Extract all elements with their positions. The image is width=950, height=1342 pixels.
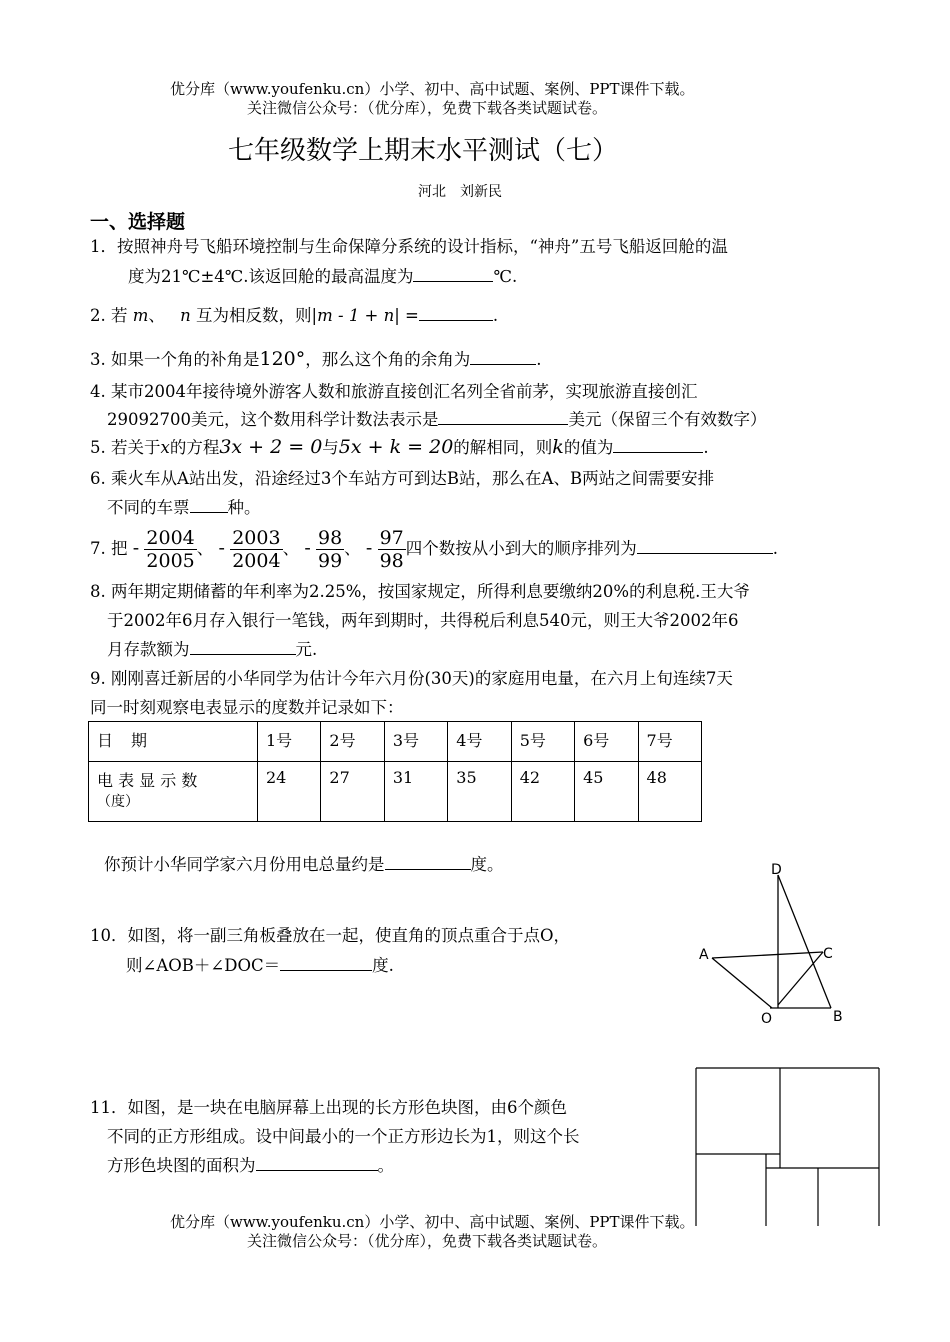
abs-expression: |m - 1 + n| = bbox=[311, 306, 419, 325]
answer-blank bbox=[613, 435, 703, 453]
footer-line-1: 优分库（www.youfenku.cn）小学、初中、高中试题、案例、PPT课件下载。 bbox=[170, 1213, 695, 1231]
label-d: D bbox=[771, 862, 782, 878]
page-title: 七年级数学上期末水平测试（七） bbox=[228, 136, 619, 166]
minus-sign: - bbox=[365, 537, 373, 559]
question-4-text: 29092700美元，这个数用科学计数法表示是 bbox=[107, 410, 439, 429]
table-cell: 6号 bbox=[575, 722, 638, 762]
fraction-2-numerator: 2003 bbox=[232, 527, 281, 549]
question-7-prefix: 7. 把 bbox=[90, 539, 128, 558]
minus-sign: - bbox=[132, 537, 140, 559]
answer-blank bbox=[256, 1153, 378, 1171]
equation-2: 5x + k = 20 bbox=[338, 436, 454, 458]
reading-unit: （度） bbox=[97, 794, 139, 810]
fraction-4 bbox=[378, 527, 406, 572]
answer-blank bbox=[419, 306, 493, 321]
period: . bbox=[703, 438, 709, 457]
question-5-text-3: 的值为 bbox=[563, 438, 614, 457]
label-o: O bbox=[761, 1011, 773, 1027]
table-cell: 42 bbox=[511, 762, 574, 822]
question-7-text: 四个数按从小到大的顺序排列为 bbox=[405, 539, 637, 558]
footer-line-2: 关注微信公众号：（优分库），免费下载各类试题试卷。 bbox=[247, 1232, 608, 1250]
segment-oc bbox=[778, 952, 823, 1005]
question-4-suffix: 美元（保留三个有效数字） bbox=[568, 410, 767, 429]
question-5-text: 的方程 bbox=[169, 438, 220, 457]
question-2-text: 互为相反数，则 bbox=[196, 306, 312, 325]
question-10-text: 则∠AOB＋∠DOC＝ bbox=[126, 956, 281, 975]
question-6-line-1: 6. 乘火车从A站出发，沿途经过3个车站方可到达B站，那么在A、B两站之间需要安排 bbox=[90, 469, 715, 488]
fraction-1-denominator: 2005 bbox=[146, 550, 195, 572]
var-k: k bbox=[552, 436, 564, 458]
question-9-tail bbox=[104, 850, 504, 880]
question-9-text: 你预计小华同学家六月份用电总量约是 bbox=[104, 855, 385, 874]
table-header-reading bbox=[89, 762, 258, 822]
separator: 、 bbox=[148, 306, 165, 325]
table-row bbox=[89, 762, 702, 822]
question-1-unit: ℃. bbox=[493, 267, 518, 286]
question-11-suffix: 。 bbox=[377, 1156, 394, 1175]
conj: 与 bbox=[322, 438, 339, 457]
question-5-prefix: 5. 若关于 bbox=[90, 438, 161, 457]
table-cell: 45 bbox=[575, 762, 638, 822]
answer-blank bbox=[413, 264, 493, 282]
question-9-line-1: 9. 刚刚喜迁新居的小华同学为估计今年六月份(30天)的家庭用电量，在六月上旬连续7天 bbox=[90, 669, 733, 688]
table-cell: 2号 bbox=[321, 722, 384, 762]
question-1-line-2 bbox=[128, 262, 517, 292]
question-11-line-2: 不同的正方形组成。设中间最小的一个正方形边长为1，则这个长 bbox=[107, 1127, 580, 1146]
table-cell: 35 bbox=[448, 762, 511, 822]
question-4-line-2 bbox=[107, 405, 766, 435]
table-cell: 5号 bbox=[511, 722, 574, 762]
author: 河北 刘新民 bbox=[418, 184, 502, 200]
minus-sign: - bbox=[304, 537, 311, 559]
header-line-1: 优分库（www.youfenku.cn）小学、初中、高中试题、案例、PPT课件下载。 bbox=[170, 80, 695, 98]
table-cell: 7号 bbox=[638, 722, 701, 762]
header-line-2: 关注微信公众号：（优分库），免费下载各类试题试卷。 bbox=[247, 99, 608, 117]
angle-value: 120° bbox=[259, 348, 306, 370]
period: . bbox=[536, 350, 542, 369]
segment-ac bbox=[712, 952, 823, 958]
question-4-line-1: 4. 某市2004年接待境外游客人数和旅游直接创汇名列全省前茅，实现旅游直接创汇 bbox=[90, 382, 698, 401]
label-c: C bbox=[823, 946, 833, 962]
fraction-4-numerator: 97 bbox=[379, 527, 404, 549]
fraction-3-denominator: 99 bbox=[317, 550, 343, 572]
question-8-line-1: 8. 两年期定期储蓄的年利率为2.25%，按国家规定，所得利息要缴纳20%的利息税.王大爷 bbox=[90, 582, 750, 601]
section-heading: 一、选择题 bbox=[90, 211, 186, 233]
question-8-line-2: 于2002年6月存入银行一笔钱，两年到期时，共得税后利息540元，则王大爷2002年6 bbox=[107, 611, 739, 630]
segment-db bbox=[778, 875, 831, 1008]
question-11-line-1: 11．如图，是一块在电脑屏幕上出现的长方形色块图，由6个颜色 bbox=[90, 1098, 567, 1117]
fraction-2 bbox=[230, 527, 282, 572]
question-2-prefix: 2. 若 bbox=[90, 306, 128, 325]
table-row bbox=[89, 722, 702, 762]
fraction-1-numerator: 2004 bbox=[146, 527, 195, 549]
squares-figure bbox=[694, 1066, 884, 1226]
question-1-line-1: 1．按照神舟号飞船环境控制与生命保障分系统的设计指标，“神舟”五号飞船返回舱的温 bbox=[90, 237, 728, 256]
question-6-text: 不同的车票 bbox=[107, 498, 190, 517]
question-2 bbox=[90, 301, 498, 331]
fraction-3 bbox=[316, 527, 344, 572]
period: . bbox=[772, 539, 779, 558]
var-n: n bbox=[180, 306, 191, 325]
question-6-line-2 bbox=[107, 493, 261, 523]
reading-label: 电 表 显 示 数 bbox=[97, 771, 198, 790]
question-10-line-2 bbox=[126, 951, 394, 981]
fraction-1 bbox=[144, 527, 196, 572]
fraction-3-numerator: 98 bbox=[317, 527, 343, 549]
question-11-line-3 bbox=[107, 1151, 394, 1181]
answer-blank bbox=[190, 495, 228, 513]
separator: 、 bbox=[282, 539, 300, 558]
label-a: A bbox=[699, 947, 709, 963]
question-6-suffix: 种。 bbox=[227, 498, 261, 517]
question-8-text: 月存款额为 bbox=[107, 640, 190, 659]
minus-sign: - bbox=[218, 537, 225, 559]
table-cell: 31 bbox=[384, 762, 447, 822]
table-cell: 3号 bbox=[384, 722, 447, 762]
period: . bbox=[492, 306, 499, 325]
table-cell: 1号 bbox=[258, 722, 321, 762]
question-7 bbox=[90, 521, 778, 576]
triangles-figure bbox=[690, 855, 860, 1030]
separator: 、 bbox=[344, 539, 361, 558]
equation-1: 3x + 2 = 0 bbox=[219, 436, 323, 458]
question-8-suffix: 元. bbox=[295, 640, 318, 659]
table-cell: 24 bbox=[258, 762, 321, 822]
table-header-date: 日 期 bbox=[89, 722, 258, 762]
question-3 bbox=[90, 344, 542, 375]
var-m: m bbox=[132, 306, 149, 325]
question-10-line-1: 10．如图，将一副三角板叠放在一起，使直角的顶点重合于点O， bbox=[90, 926, 571, 945]
answer-blank bbox=[190, 637, 296, 655]
question-10-suffix: 度. bbox=[372, 956, 394, 975]
table-cell: 27 bbox=[321, 762, 384, 822]
table-cell: 4号 bbox=[448, 722, 511, 762]
question-5 bbox=[90, 432, 709, 463]
question-3-prefix: 3. 如果一个角的补角是 bbox=[90, 350, 260, 369]
fraction-4-denominator: 98 bbox=[379, 550, 404, 572]
separator: 、 bbox=[196, 539, 214, 558]
meter-reading-table bbox=[88, 721, 702, 822]
answer-blank bbox=[637, 536, 773, 554]
question-9-line-2: 同一时刻观察电表显示的度数并记录如下： bbox=[90, 698, 404, 717]
question-9-suffix: 度。 bbox=[470, 855, 504, 874]
answer-blank bbox=[385, 852, 471, 870]
answer-blank bbox=[280, 953, 372, 971]
question-5-text-2: 的解相同，则 bbox=[453, 438, 553, 457]
table-cell: 48 bbox=[638, 762, 701, 822]
var-x: x bbox=[160, 438, 170, 457]
question-1-text: 度为21℃±4℃.该返回舱的最高温度为 bbox=[128, 267, 414, 286]
answer-blank bbox=[470, 347, 536, 365]
question-8-line-3 bbox=[107, 635, 317, 665]
label-b: B bbox=[833, 1009, 843, 1025]
question-3-text: ，那么这个角的余角为 bbox=[305, 350, 471, 369]
fraction-2-denominator: 2004 bbox=[232, 550, 281, 572]
question-11-text: 方形色块图的面积为 bbox=[107, 1156, 256, 1175]
answer-blank bbox=[438, 407, 568, 425]
segment-ao bbox=[712, 958, 772, 1008]
